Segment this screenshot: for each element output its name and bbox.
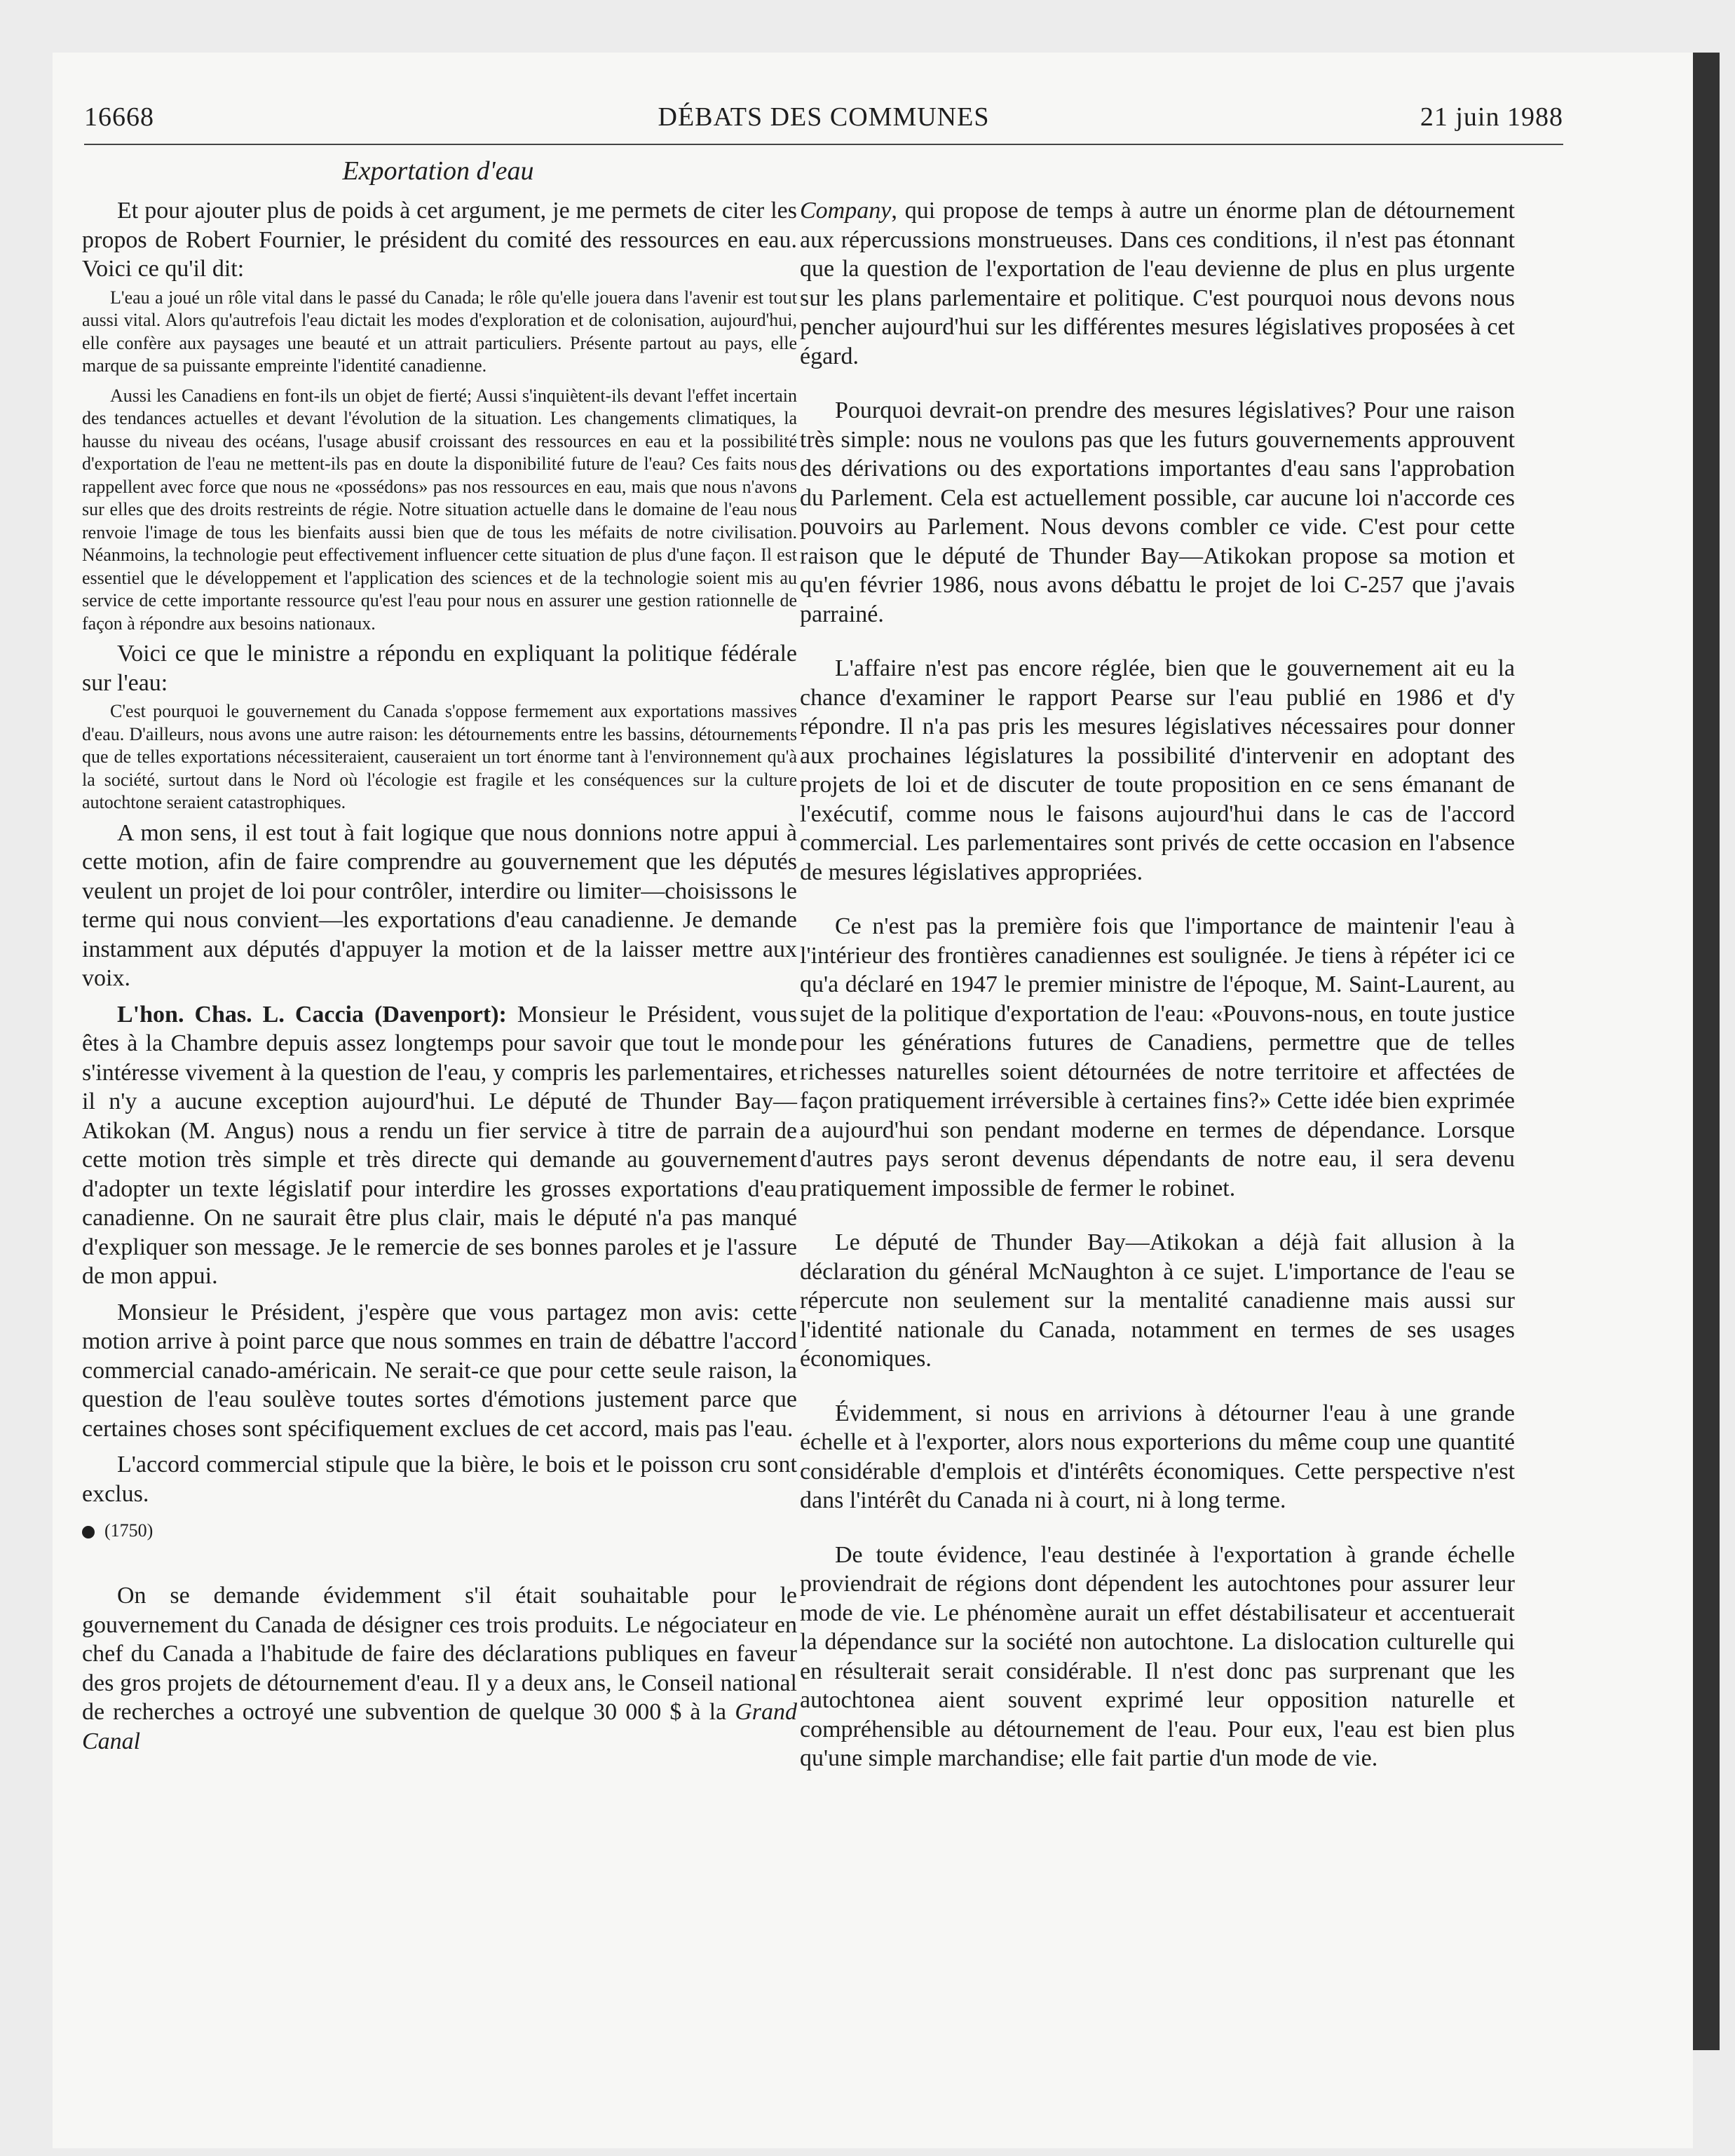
paragraph [82,1581,797,1756]
time-marker [82,1517,797,1545]
time-marker-text: (1750) [104,1520,154,1541]
paragraph: De toute évidence, l'eau destinée à l'exportation à grande échelle proviendrait de régions dont dépendent les autochtones pour assurer leur mode de vie. Le phénomène aurait un effet déstabilisateur et accentuerait la dépendance sur la société non autochtone. La dislocation culturelle qui en résulterait serait considérable. Il n'est donc pas surprenant que les autochtonea aient souvent exprimé leur opposition naturelle et compréhensible au détournement de l'eau. Pour eux, l'eau est bien plus qu'une simple marchandise; elle fait partie d'un mode de vie. [800,1541,1515,1771]
paragraph-text: On se demande évidemment s'il était souhaitable pour le gouvernement du Canada de désigner ces trois produits. Le négociateur en chef du Canada a l'habitude de faire des déclarations publiques en faveur des gros projets de détournement d'eau. Il y a deux ans, le Conseil national de recherches a octroyé une subvention de quelque 30 000 $ à la [82,1583,797,1725]
quotation-minister [82,700,797,814]
speaker-name: L'hon. Chas. L. Caccia (Davenport): [117,1001,507,1028]
bullet-icon [82,1526,95,1538]
quotation-fournier [82,287,797,636]
quote-paragraph: C'est pourquoi le gouvernement du Canada s'oppose fermement aux exportations massives d'eau. D'ailleurs, nous avons une autre raison: les détournements entre les bassins, détournements que de telles exportations nécessiteraient, causeraient un tort énorme tant à l'environnement qu'à la société, surtout dans le Nord où l'écologie est fragile et les conséquences sur la culture autochtone seraient catastrophiques. [82,701,797,812]
paragraph: Ce n'est pas la première fois que l'importance de maintenir l'eau à l'intérieur des frontières canadiennes est soulignée. Je tiens à répéter ici ce qu'a déclaré en 1947 le premier ministre de l'époque, M. Saint-Laurent, au sujet de la politique d'exportation de l'eau: «Pouvons-nous, en toute justice pour les générations futures de Canadiens, permettre que de telles richesses naturelles soient détournées de notre territoire et affectées de façon pratiquement irréversible à certaines fins?» Cette idée bien exprimée a aujourd'hui son pendant moderne en termes de dépendance. Lorsque d'autres pays seront devenus dépendants de notre eau, il sera devenu pratiquement impossible de fermer le robinet. [800,913,1515,1201]
company-name-italic: Company [800,198,892,224]
speech-text: Monsieur le Président, vous êtes à la Chambre depuis assez longtemps pour savoir que tout le monde s'intéresse vivement à la question de l'eau, y compris les parlementaires, et il n'y a aucune exception aujourd'hui. Le député de Thunder Bay—Atikokan (M. Angus) nous a rendu un fier service à titre de parrain de cette motion très simple et très directe qui demande au gouvernement d'adopter un texte législatif pour interdire les grosses exportations d'eau canadienne. On ne saurait être plus clair, mais le député n'a pas manqué d'expliquer son message. Je le remercie de ses bonnes paroles et je l'assure de mon appui. [82,1001,797,1289]
paragraph: Pourquoi devrait-on prendre des mesures législatives? Pour une raison très simple: nous ne voulons pas que les futurs gouvernements approuvent des dérivations ou des exportations importantes d'eau sans l'approbation du Parlement. Cela est actuellement possible, car aucune loi n'accorde ces pouvoirs au Parlement. Nous devons combler ce vide. C'est pour cette raison que le député de Thunder Bay—Atikokan propose sa motion et qu'en février 1986, nous avons débattu le projet de loi C-257 que j'avais parrainé. [800,397,1515,627]
section-title: Exportation d'eau [342,156,534,186]
paragraph: Le député de Thunder Bay—Atikokan a déjà fait allusion à la déclaration du général McNaughton à ce sujet. L'importance de l'eau se répercute non seulement sur la mentalité canadienne mais aussi sur l'identité nationale du Canada, notamment en termes de ses usages économiques. [800,1229,1515,1372]
paragraph: Évidemment, si nous en arrivions à détourner l'eau à une grande échelle et à l'exporter, alors nous exporterions du même coup une quantité considérable d'emplois et d'intérêts économiques. Cette perspective n'est dans l'intérêt du Canada ni à court, ni à long terme. [800,1400,1515,1513]
page-number: 16668 [84,102,154,132]
paragraph: Monsieur le Président, j'espère que vous partagez mon avis: cette motion arrive à point parce que nous sommes en train de débattre l'accord commercial canado-américain. Ne serait-ce que pour cette seule raison, la question de l'eau soulève toutes sortes d'émotions justement parce que certaines choses sont spécifiquement exclues de cet accord, mais pas l'eau. [82,1299,797,1442]
company-name-italic: Grand Canal [82,1699,797,1754]
paragraph: Voici ce que le ministre a répondu en expliquant la politique fédérale sur l'eau: [82,641,797,696]
publication-title: DÉBATS DES COMMUNES [658,102,990,132]
page-header [84,102,1563,145]
paragraph-speaker [82,1000,797,1291]
paragraph-continued [800,196,1515,371]
left-column [82,196,797,1756]
publication-date: 21 juin 1988 [1420,102,1563,132]
quote-paragraph: Aussi les Canadiens en font-ils un objet de fierté; Aussi s'inquiètent-ils devant l'effet incertain des tendances actuelles et devant l'évolution de la situation. Les changements climatiques, la hausse du niveau des océans, l'usage abusif croissant des ressources en eau et la possibilité d'exportation de l'eau ne mettent-ils pas en doute la disponibilité future de l'eau? Ces faits nous rappellent avec force que nous ne «possédons» pas nos ressources en eau, mais que nous n'avons sur elles que des droits restreints de régie. Notre situation actuelle dans le domaine de l'eau nous renvoie l'image de tous les bienfaits aussi bien que de tous les méfaits de notre civilisation. Néanmoins, la technologie peut effectivement influencer cette situation de plus d'une façon. Il est essentiel que le développement et l'application des sciences et de la technologie soient mis au service de cette importante ressource qu'est l'eau pour nous en assurer une gestion rationnelle de façon à répondre aux besoins nationaux. [82,385,797,634]
scan-edge-shadow [1693,53,1720,2050]
paragraph: A mon sens, il est tout à fait logique que nous donnions notre appui à cette motion, afin de faire comprendre au gouvernement que les députés veulent un projet de loi pour contrôler, interdire ou limiter—choisissons le terme qui nous convient—les exportations d'eau canadienne. Je demande instamment aux députés d'appuyer la motion et de la laisser mettre aux voix. [82,819,797,991]
right-column [800,196,1515,1773]
paragraph: Et pour ajouter plus de poids à cet argument, je me permets de citer les propos de Robert Fournier, le président du comité des ressources en eau. Voici ce qu'il dit: [82,198,797,282]
paragraph-text: , qui propose de temps à autre un énorme plan de détournement aux répercussions monstrueuses. Dans ces conditions, il n'est pas étonnant que la question de l'exportation de l'eau devienne de plus en plus urgente sur les plans parlementaire et politique. C'est pourquoi nous devons nous pencher aujourd'hui sur les différentes mesures législatives proposées à cet égard. [800,198,1515,369]
paragraph: L'accord commercial stipule que la bière, le bois et le poisson cru sont exclus. [82,1452,797,1507]
paragraph: L'affaire n'est pas encore réglée, bien que le gouvernement ait eu la chance d'examiner le rapport Pearse sur l'eau publié en 1986 et d'y répondre. Il n'a pas pris les mesures législatives nécessaires pour donner aux prochaines législatures la possibilité d'intervenir en adoptant des projets de loi et de discuter de toute proposition en ce sens émanant de l'exécutif, comme nous le faisons aujourd'hui dans le cas de l'accord commercial. Les parlementaires sont privés de cette occasion en l'absence de mesures législatives appropriées. [800,655,1515,885]
quote-paragraph: L'eau a joué un rôle vital dans le passé du Canada; le rôle qu'elle jouera dans l'avenir est tout aussi vital. Alors qu'autrefois l'eau dictait les modes d'exploration et de colonisation, aujourd'hui, elle confère aux paysages une beauté et un attrait particuliers. Présente partout au pays, elle marque de sa puissante empreinte l'identité canadienne. [82,287,797,376]
